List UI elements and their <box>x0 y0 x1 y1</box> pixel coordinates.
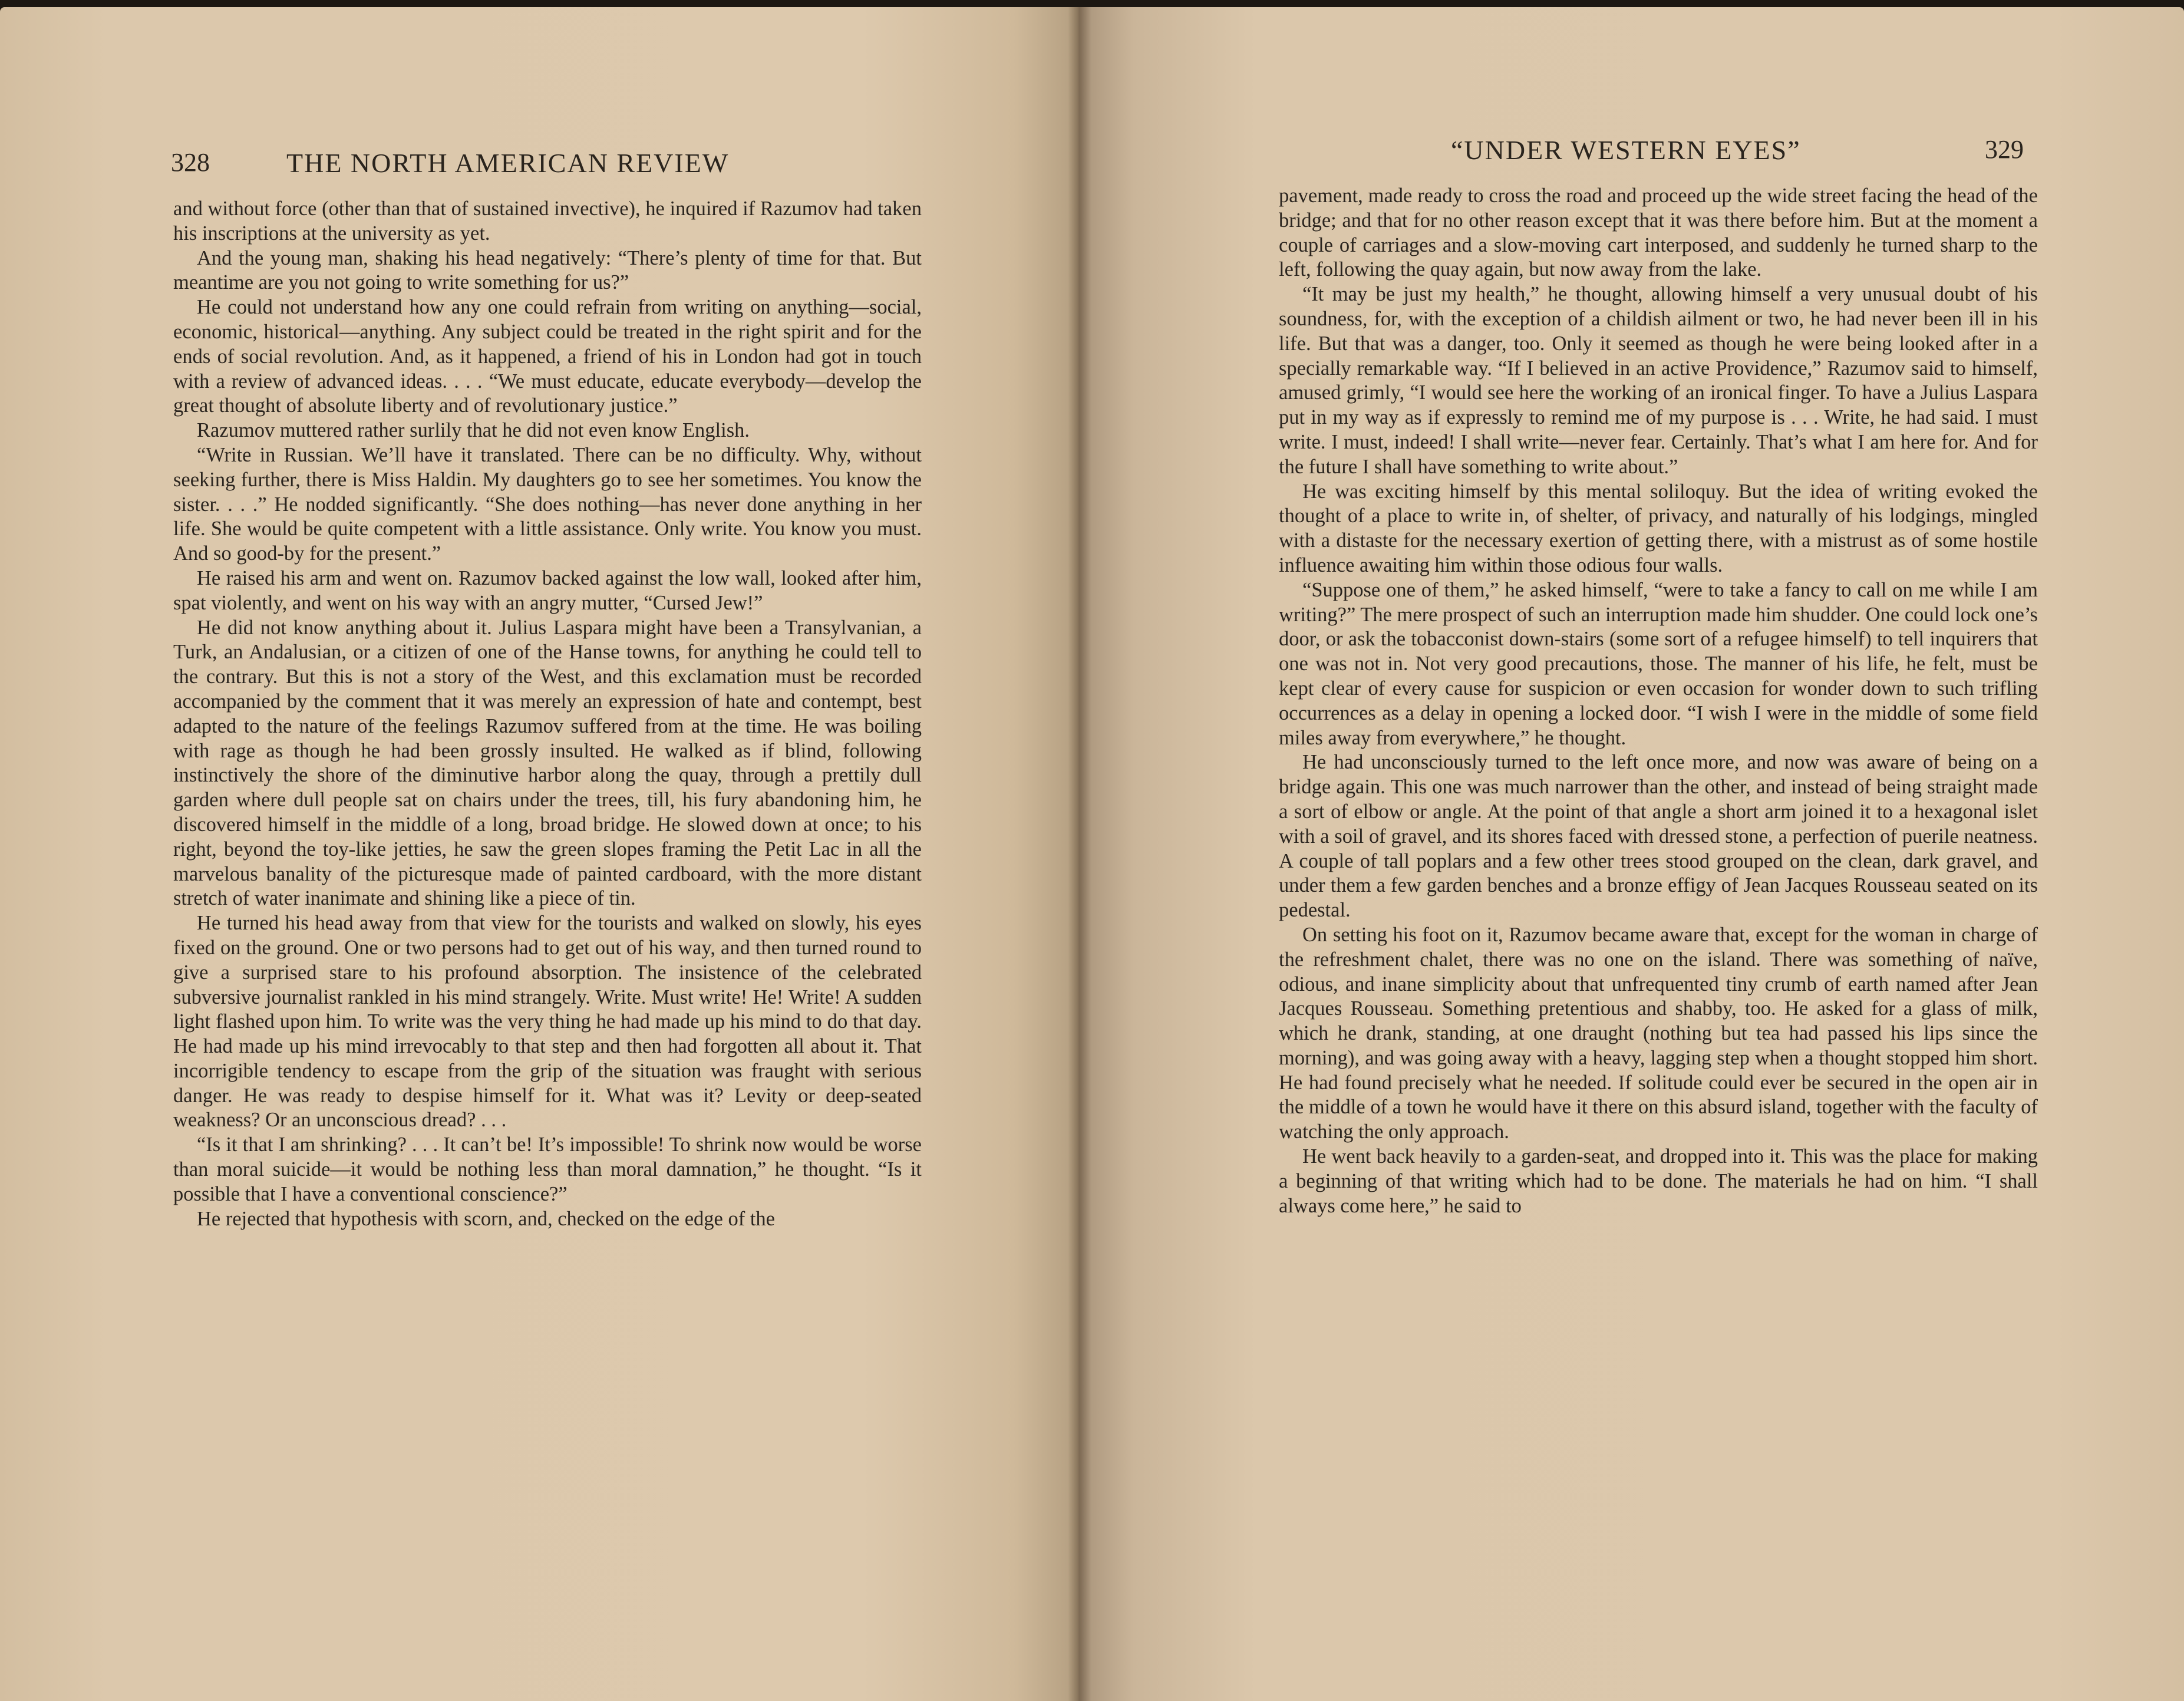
paragraph: He did not know anything about it. Julius Laspara might have been a Transylvanian, a Turk, an Andalusian, or a citizen of one of the Hanse towns, for anything he could tell to the contrary. But this is not a story of the West, and this exclamation must be recorded accompanied by the comment that it was merely an expression of hate and contempt, best adapted to the nature of the feelings Razumov suffered from at the time. He was boiling with rage as though he had been grossly insulted. He walked as if blind, following instinctively the shore of the diminutive harbor along the quay, through a prettily dull garden where dull people sat on chairs under the trees, till, his fury abandoning him, he discovered himself in the middle of a long, broad bridge. He slowed down at once; to his right, beyond the toy-like jetties, he saw the green slopes framing the Petit Lac in all the marvelous banality of the picturesque made of painted cardboard, with the more distant stretch of water inanimate and shining like a piece of tin. <box>173 616 922 910</box>
paragraph: He had unconsciously turned to the left once more, and now was aware of being on a bridge again. This one was much narrower than the other, and instead of being straight made a sort of elbow or angle. At the point of that angle a short arm joined it to a hexagonal islet with a soil of gravel, and its shores faced with dressed stone, a perfection of puerile neatness. A couple of tall poplars and a few other trees stood grouped on the clean, dark gravel, and under them a few garden benches and a bronze effigy of Jean Jacques Rousseau seated on its pedestal. <box>1279 751 2038 922</box>
paragraph: He was exciting himself by this mental soliloquy. But the idea of writing evoked the thought of a place to write in, of shelter, of privacy, and naturally of his lodgings, mingled with a distaste for the necessary exertion of getting there, with a mistrust as of some hostile influence awaiting him within those odious four walls. <box>1279 480 2038 576</box>
paragraph: He could not understand how any one could refrain from writing on anything—social, economic, historical—anything. Any subject could be treated in the right spirit and for the ends of social revolution. And, as it happened, a friend of his in London had got in touch with a review of advanced ideas. . . . “We must educate, educate everybody—develop the great thought of absolute liberty and of revolutionary justice.” <box>173 296 922 417</box>
paragraph: and without force (other than that of sustained invective), he inquired if Razumov had taken his inscriptions at the university as yet. <box>173 197 922 245</box>
left-page <box>0 7 1078 1701</box>
paragraph: “It may be just my health,” he thought, allowing himself a very unusual doubt of his soundness, for, with the exception of a childish ailment or two, he had never been ill in his life. But that was a danger, too. Only it seemed as though he were being looked after in a specially remarkable way. “If I believed in an active Providence,” Razumov said to himself, amused grimly, “I would see here the working of an ironical finger. To have a Julius Laspara put in my way as if expressly to remind me of my purpose is . . . Write, he had said. I must write. I must, indeed! I shall write—never fear. Certainly. That’s what I am here for. And for the future I shall have something to write about.” <box>1279 283 2038 478</box>
right-running-head: “UNDER WESTERN EYES” <box>1451 135 1801 165</box>
paragraph: pavement, made ready to cross the road and proceed up the wide street facing the head of the bridge; and that for no other reason except that it was there before him. But at the moment a couple of carriages and a slow-moving cart interposed, and suddenly he turned sharp to the left, following the quay again, but now away from the lake. <box>1279 184 2038 281</box>
book-gutter <box>1068 7 1091 1701</box>
paragraph: And the young man, shaking his head negatively: “There’s plenty of time for that. But meantime are you not going to write something for us?” <box>173 246 922 294</box>
right-page-body <box>1279 184 2038 1218</box>
paragraph: “Is it that I am shrinking? . . . It can’t be! It’s impossible! To shrink now would be worse than moral suicide—it would be nothing less than moral damnation,” he thought. “Is it possible that I have a conventional conscience?” <box>173 1133 922 1205</box>
paragraph: He turned his head away from that view for the tourists and walked on slowly, his eyes fixed on the ground. One or two persons had to get out of his way, and then turned round to give a surprised stare to his profound absorption. The insistence of the celebrated subversive journalist rankled in his mind strangely. Write. Must write! He! Write! A sudden light flashed upon him. To write was the very thing he had made up his mind to do that day. He had made up his mind irrevocably to that step and then had forgotten all about it. That incorrigible tendency to escape from the grip of the situation was fraught with serious danger. He was ready to despise himself for it. What was it? Levity or deep-seated weakness? Or an unconscious dread? . . . <box>173 912 922 1132</box>
left-running-head: THE NORTH AMERICAN REVIEW <box>286 148 730 178</box>
paragraph: He went back heavily to a garden-seat, and dropped into it. This was the place for making a beginning of that writing which had to be done. The materials he had on him. “I shall always come here,” he said to <box>1279 1145 2038 1217</box>
paragraph: On setting his foot on it, Razumov became aware that, except for the woman in charge of the refreshment chalet, there was no one on the island. There was something of naïve, odious, and inane simplicity about that unfrequented tiny crumb of earth named after Jean Jacques Rousseau. Something pretentious and shabby, too. He asked for a glass of milk, which he drank, standing, at one draught (nothing but tea had passed his lips since the morning), and was going away with a heavy, lagging step when a thought stopped him short. He had found precisely what he needed. If solitude could ever be secured in the open air in the middle of a town he would have it there on this absurd island, together with the faculty of watching the only approach. <box>1279 923 2038 1143</box>
right-page-number: 329 <box>1985 135 2024 164</box>
paragraph: “Write in Russian. We’ll have it translated. There can be no difficulty. Why, without seeking further, there is Miss Haldin. My daughters go to see her sometimes. You know the sister. . . .” He nodded significantly. “She does nothing—has never done anything in her life. She would be quite competent with a little assistance. Only write. You know you must. And so good-by for the present.” <box>173 443 922 565</box>
right-page <box>1078 7 2184 1701</box>
paragraph: He rejected that hypothesis with scorn, and, checked on the edge of the <box>197 1207 775 1230</box>
paragraph: “Suppose one of them,” he asked himself, “were to take a fancy to call on me while I am writing?” The mere prospect of such an interruption made him shudder. One could lock one’s door, or ask the tobacconist down-stairs (some sort of a refugee himself) to tell inquirers that one was not in. Not very good precautions, those. The manner of his life, he felt, must be kept clear of every cause for suspicion or even occasion for wonder down to such trifling occurrences as a delay in opening a locked door. “I wish I were in the middle of some field miles away from everywhere,” he thought. <box>1279 578 2038 749</box>
left-page-number: 328 <box>171 148 210 177</box>
paragraph: Razumov muttered rather surlily that he did not even know English. <box>197 419 750 442</box>
paragraph: He raised his arm and went on. Razumov backed against the low wall, looked after him, spat violently, and went on his way with an angry mutter, “Cursed Jew!” <box>173 566 922 614</box>
left-page-body <box>173 197 922 1231</box>
